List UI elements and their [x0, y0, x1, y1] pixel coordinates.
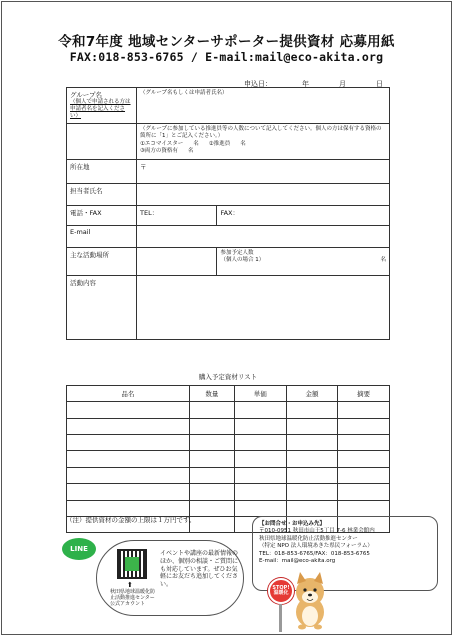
venue-label: 主な活動場所 — [67, 248, 137, 276]
email-field[interactable] — [137, 226, 390, 248]
table-row[interactable] — [67, 484, 390, 500]
limit-note: （注）提供資材の金額の上限は１万円です。 — [66, 516, 196, 524]
members-field[interactable]: （グループに参加している推進員等の人数について記入してください。個人の方は保有する資格の箇所に「1」とご記入ください。） ①エコマイスター 名 ②推進員 名 ③両方の資格有 名 — [137, 124, 390, 160]
col-amount: 金額 — [286, 385, 338, 401]
fax-label: FAX： — [220, 209, 240, 217]
address-field[interactable] — [137, 160, 390, 184]
person-field[interactable] — [137, 184, 390, 206]
activity-label: 活動内容 — [67, 276, 137, 340]
inquiry-line: （特定 NPO 法人環境あきた県民フォーラム） — [259, 543, 373, 550]
col-unit-price: 単価 — [234, 385, 286, 401]
table-row[interactable] — [67, 467, 390, 483]
contact-line: FAX:018-853-6765 / E-mail:mail@eco-akita.org — [69, 50, 384, 64]
activity-field[interactable] — [137, 276, 390, 340]
person-label: 担当者氏名 — [67, 184, 137, 206]
group-name-label-cell — [67, 88, 137, 124]
postal-mark: 〒 — [140, 163, 147, 171]
month-label: 月 — [339, 80, 346, 88]
table-row[interactable] — [67, 402, 390, 418]
line-badge: LINE — [62, 538, 96, 560]
stop-sign-icon: STOP!温暖化 — [268, 578, 294, 604]
day-label: 日 — [376, 80, 383, 88]
members-note: （グループに参加している推進員等の人数について記入してください。個人の方は保有する資格の箇所に「1」とご記入ください。） — [140, 126, 382, 139]
table-row[interactable] — [67, 418, 390, 434]
inquiry-head: 【お問合せ・お申込み先】 — [259, 521, 326, 527]
group-name-hint: （グループ名もしくは申請者氏名） — [140, 90, 228, 96]
phone-fax-label: 電話・FAX — [67, 206, 137, 226]
fax-field[interactable] — [217, 206, 390, 226]
purchase-list — [66, 369, 390, 533]
application-form — [66, 87, 390, 340]
qr-caption: 秋田県地球温暖化防止活動推進センター公式アカウント — [110, 589, 156, 607]
inquiry-line: E-mail：mail@eco-akita.org — [259, 558, 336, 565]
date-label: 申込日： — [244, 80, 272, 88]
year-label: 年 — [302, 80, 309, 88]
email-label: E-mail — [67, 226, 137, 248]
inquiry-line: TEL：018-853-6765/FAX：018-853-6765 — [259, 550, 370, 557]
both-label: ③両方の資格有 — [140, 147, 178, 154]
promoter-label: ②推進員 — [208, 140, 231, 147]
col-item-name: 品名 — [67, 385, 190, 401]
table-row[interactable] — [67, 435, 390, 451]
arrow-up-icon: ⬆ — [127, 581, 133, 589]
participants-label: 参加予定人数 — [220, 250, 254, 256]
participants-field[interactable]: 参加予定人数 （個人の場合 1） 名 — [217, 248, 390, 276]
participants-note: （個人の場合 1） — [220, 256, 265, 263]
eco-master-label: ①エコマイスター — [140, 140, 184, 147]
address-label: 所在地 — [67, 160, 137, 184]
table-row[interactable] — [67, 451, 390, 467]
sign-pole — [279, 604, 282, 632]
dog-mascot-icon — [288, 572, 332, 630]
inquiry-line: 秋田県地球温暖化防止活動推進センター — [259, 535, 358, 542]
group-name-label: グループ名 — [70, 91, 102, 99]
line-description: イベントや講座の最新情報のほか、個別の相談・ご質問にも対応しています。ぜひお気軽にお友だち追加してください。 — [160, 550, 239, 589]
col-quantity: 数量 — [189, 385, 234, 401]
col-remarks: 摘要 — [338, 385, 390, 401]
inquiry-line: 〒010-0951 秋田市山王5丁目 7-6 林業会館内 — [259, 528, 375, 535]
tel-label: TEL： — [140, 209, 159, 217]
group-name-field[interactable] — [137, 88, 390, 124]
page-title: 令和7年度 地域センターサポーター提供資材 応募用紙 — [58, 34, 395, 50]
venue-field[interactable] — [137, 248, 217, 276]
tel-field[interactable] — [137, 206, 217, 226]
group-name-note: （個人で申請される方は申請者名を記入ください） — [70, 99, 131, 119]
qr-center-icon — [125, 557, 139, 571]
purchase-list-title: 購入予定資材リスト — [67, 369, 390, 385]
